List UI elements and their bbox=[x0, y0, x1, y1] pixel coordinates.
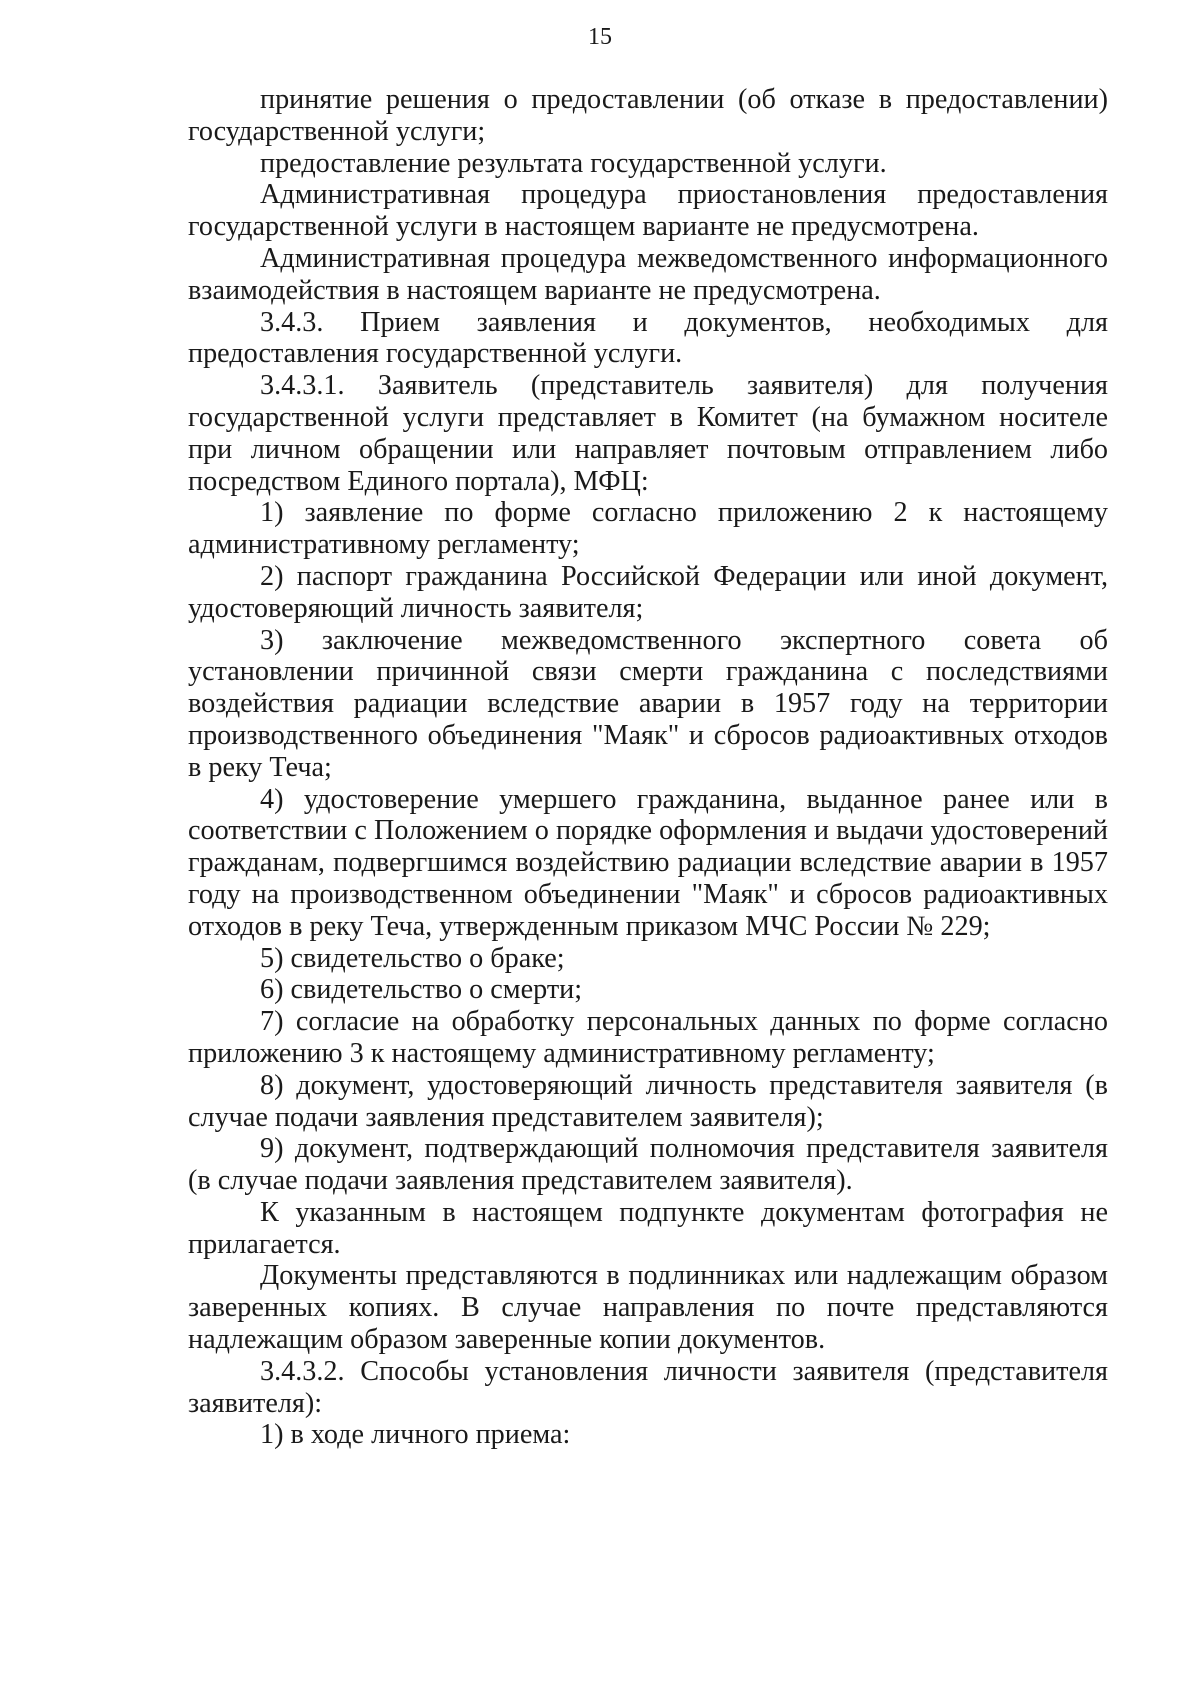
paragraph-no-photo: К указанным в настоящем подпункте документам фотография не прилагается. bbox=[188, 1196, 1108, 1260]
page-number: 15 bbox=[588, 24, 612, 50]
list-item-6-death-certificate: 6) свидетельство о смерти; bbox=[260, 974, 583, 1006]
section-3-4-3-2-paragraph: 3.4.3.2. Способы установления личности заявителя (представителя заявителя): bbox=[188, 1355, 1108, 1419]
list-item-8-representative-id: 8) документ, удостоверяющий личность представителя заявителя (в случае подачи заявления представителем заявителя); bbox=[188, 1069, 1108, 1133]
list-item-4-certificate: 4) удостоверение умершего гражданина, выданное ранее или в соответствии с Положением о порядке оформления и выдачи удостоверений гражданам, подвергшимся воздействию радиации вследствие аварии в 1957 году на производственном объединении "Маяк" и сбросов радиоактивных отходов в реку Теча, утвержденным приказом МЧС России № 229; bbox=[188, 783, 1108, 942]
document-body bbox=[188, 84, 1108, 1451]
list-item-2-passport: 2) паспорт гражданина Российской Федерации или иной документ, удостоверяющий личность заявителя; bbox=[188, 560, 1108, 624]
section-3-4-3-1-paragraph: 3.4.3.1. Заявитель (представитель заявителя) для получения государственной услуги представляет в Комитет (на бумажном носителе при личном обращении или направляет почтовым отправлением либо посредством Единого портала), МФЦ: bbox=[188, 370, 1108, 497]
paragraph-suspension-procedure: Административная процедура приостановления предоставления государственной услуги в настоящем варианте не предусмотрена. bbox=[188, 179, 1108, 243]
list-item-5-marriage-certificate: 5) свидетельство о браке; bbox=[260, 942, 565, 974]
paragraph-originals-or-copies: Документы представляются в подлинниках или надлежащим образом заверенных копиях. В случае направления по почте представляются надлежащим образом заверенные копии документов. bbox=[188, 1260, 1108, 1356]
paragraph-decision-making: принятие решения о предоставлении (об отказе в предоставлении) государственной услуги; bbox=[188, 84, 1108, 147]
section-3-4-3-heading: 3.4.3. Прием заявления и документов, необходимых для предоставления государственной услуги. bbox=[188, 306, 1108, 370]
list-item-3-expert-conclusion: 3) заключение межведомственного экспертного совета об установлении причинной связи смерти гражданина с последствиями воздействия радиации вследствие аварии в 1957 году на территории производственного объединения "Маяк" и сбросов радиоактивных отходов в реку Теча; bbox=[188, 624, 1108, 783]
list-item-1-personal-reception: 1) в ходе личного приема: bbox=[260, 1419, 571, 1451]
list-item-9-representative-authority: 9) документ, подтверждающий полномочия представителя заявителя (в случае подачи заявления представителем заявителя). bbox=[188, 1133, 1108, 1197]
list-item-7-data-consent: 7) согласие на обработку персональных данных по форме согласно приложению 3 к настоящему административному регламенту; bbox=[188, 1006, 1108, 1069]
paragraph-interagency-procedure: Административная процедура межведомственного информационного взаимодействия в настоящем варианте не предусмотрена. bbox=[188, 242, 1108, 306]
paragraph-result-provision: предоставление результата государственной услуги. bbox=[260, 147, 887, 179]
list-item-1-application: 1) заявление по форме согласно приложению 2 к настоящему административному регламенту; bbox=[188, 497, 1108, 561]
